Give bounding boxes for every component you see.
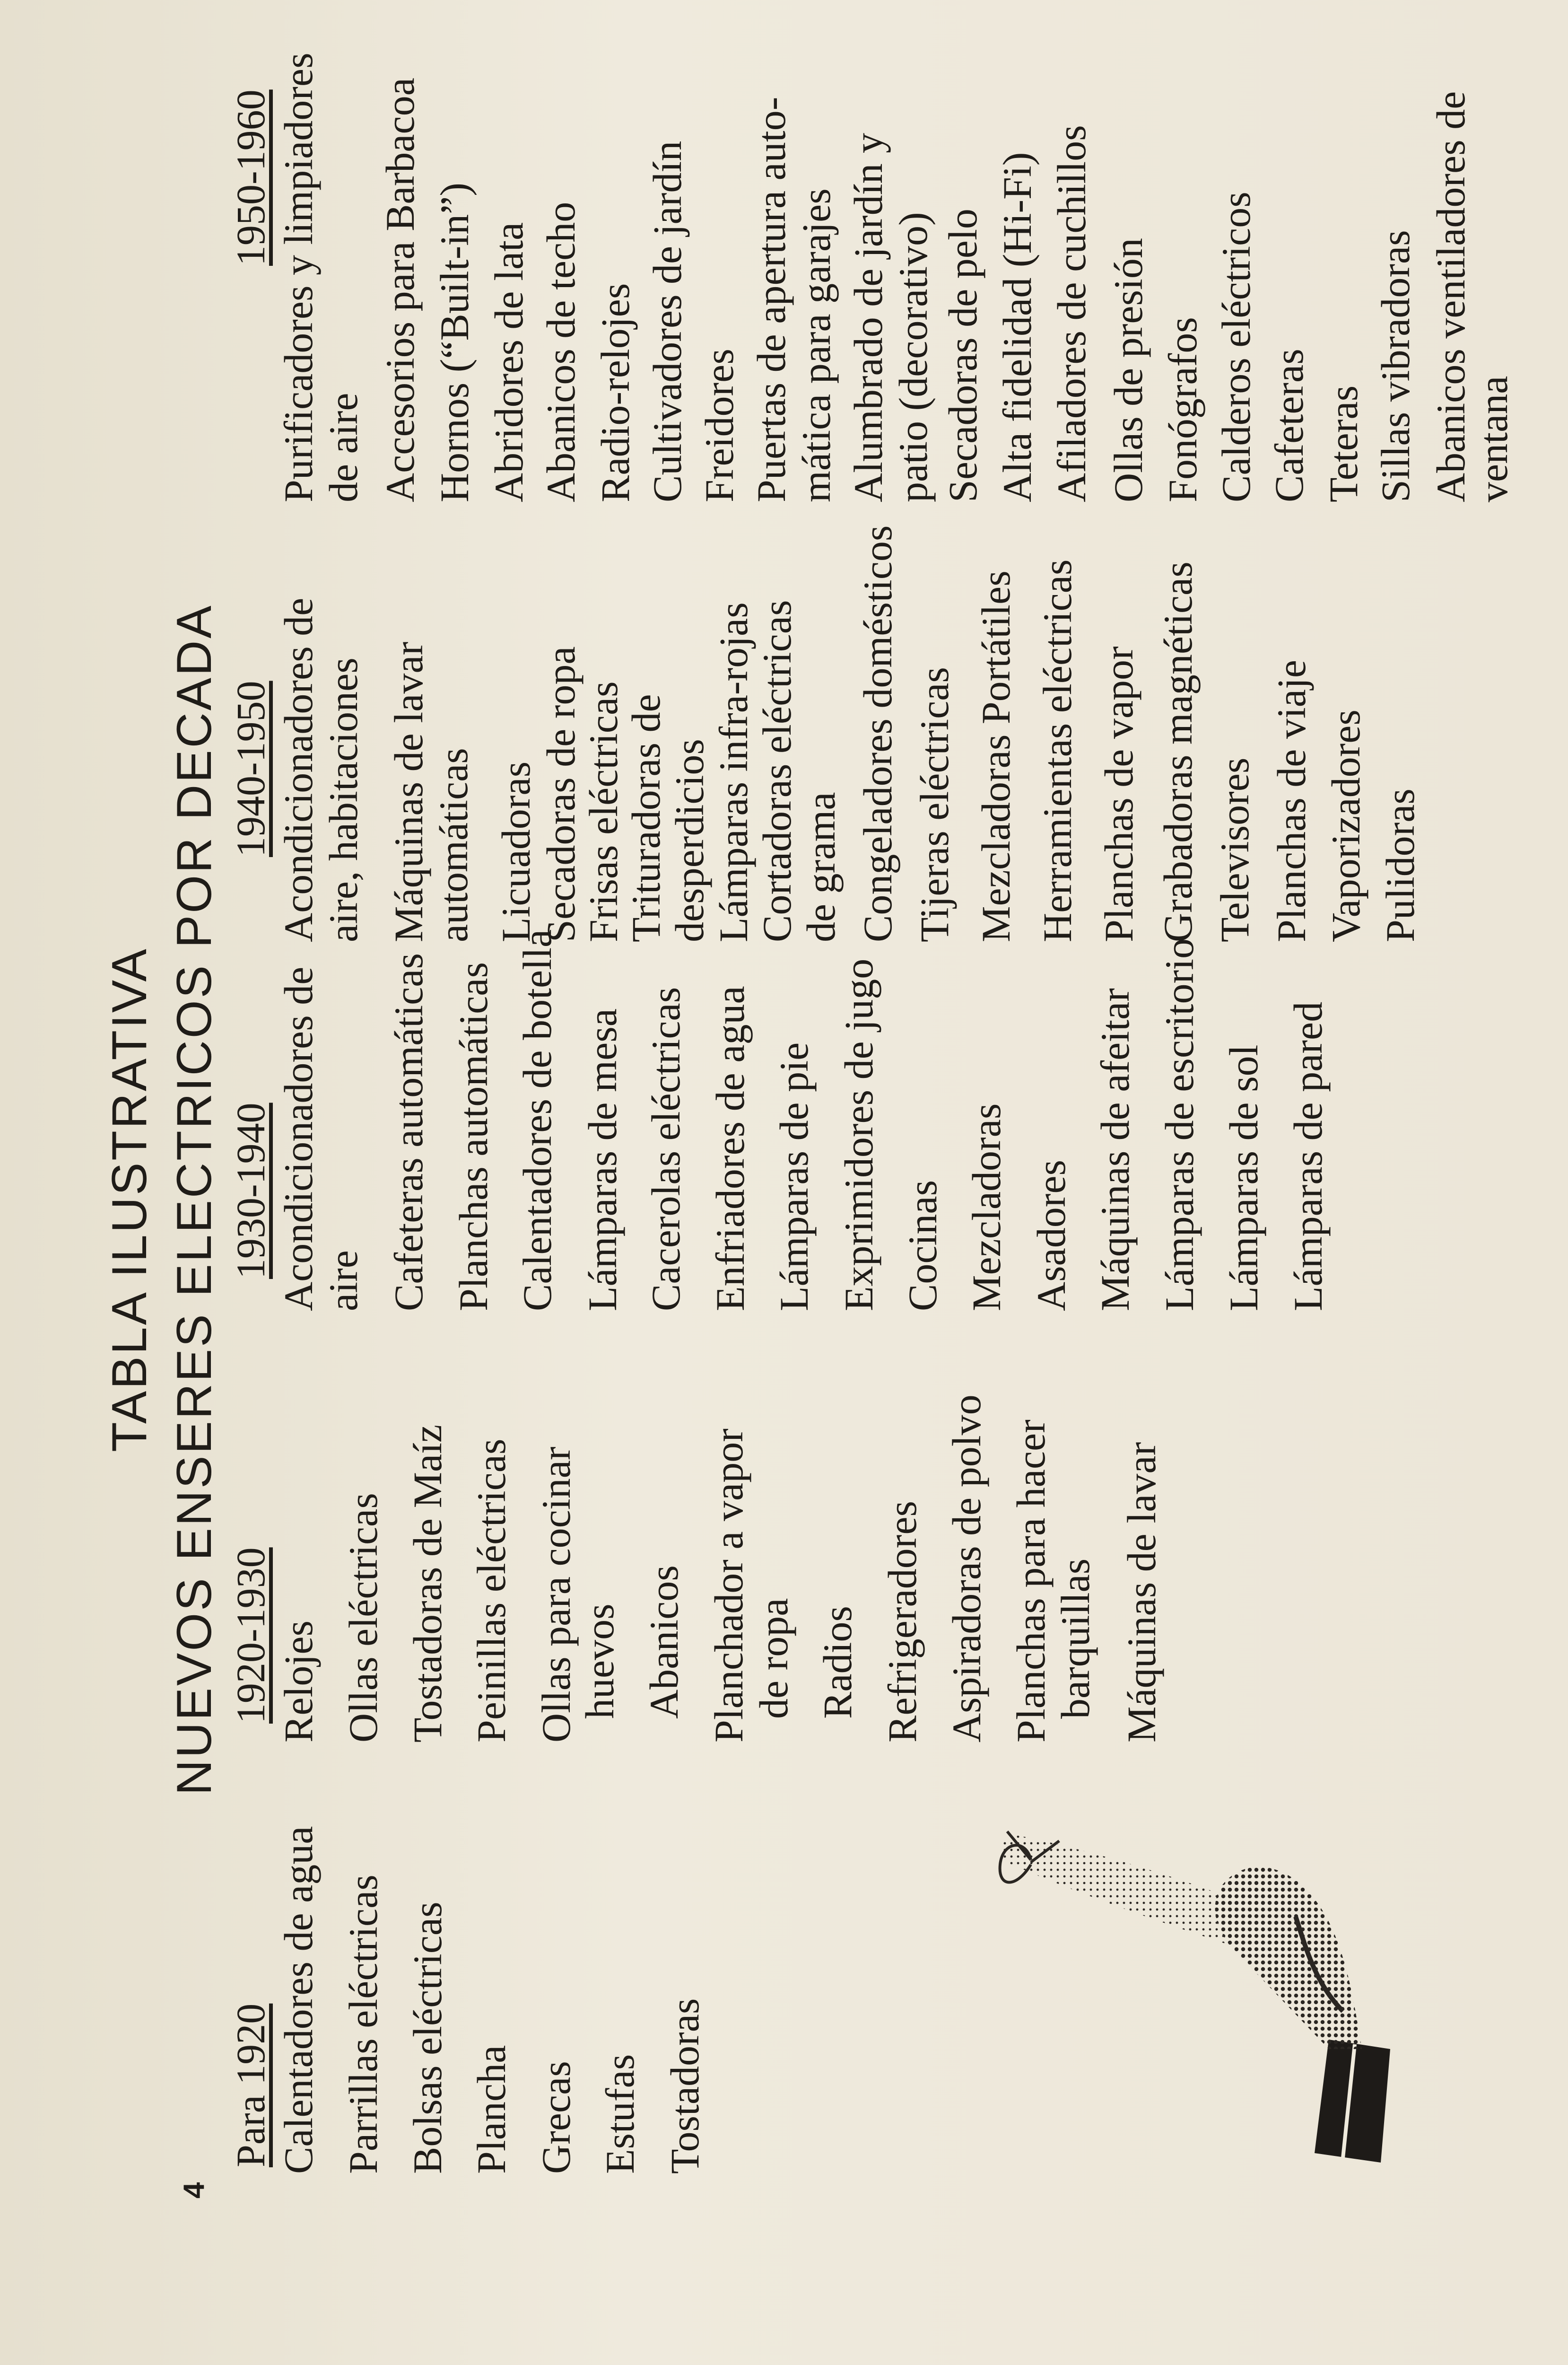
hand-with-string-illustration — [889, 1794, 1419, 2191]
list-item: Alta fidelidad (Hi-Fi) — [994, 152, 1040, 502]
list-item: Tijeras eléctricas — [912, 667, 957, 942]
list-item: Calentadores de agua — [276, 1826, 321, 2174]
list-item: Lámparas de pie — [771, 1042, 817, 1311]
list-item: Herramientas eléctricas — [1035, 559, 1080, 942]
list-item: Refrigeradores — [880, 1501, 925, 1743]
list-item: Abanicos de techo — [538, 201, 584, 502]
list-item: aire, habitaciones — [321, 657, 366, 942]
list-item: Planchas para hacer — [1008, 1419, 1054, 1743]
list-item: Afiladores de cuchillos — [1049, 125, 1094, 502]
list-item: Mezcladoras Portátiles — [973, 570, 1019, 942]
list-item: Cacerolas eléctricas — [643, 987, 688, 1311]
list-item: Abridores de lata — [486, 222, 531, 502]
list-item: de ropa — [751, 1598, 796, 1719]
column-header-para-1920: Para 1920 — [228, 2003, 273, 2167]
list-item: Secadoras de pelo — [940, 209, 985, 502]
list-item: Lámparas infra-rojas — [711, 602, 756, 942]
column-header-1940-1950: 1940-1950 — [228, 681, 273, 857]
list-item: mática para garajes — [793, 188, 839, 502]
column-header-1950-1960: 1950-1960 — [228, 89, 273, 266]
list-item: Vaporizadores — [1323, 710, 1368, 942]
list-item: automáticas — [431, 748, 476, 942]
page-number: 4 — [178, 2182, 210, 2199]
table-subtitle: NUEVOS ENSERES ELECTRICOS POR DECADA — [167, 604, 222, 1796]
list-item: Secadoras de ropa — [538, 646, 584, 942]
list-item: patio (decorativo) — [890, 212, 936, 502]
list-item: Cocinas — [900, 1180, 945, 1311]
list-item: barquillas — [1053, 1558, 1098, 1719]
list-item: Exprimidores de jugo — [836, 958, 881, 1311]
list-item: Máquinas de lavar — [386, 641, 431, 942]
list-item: Frisas eléctricas — [581, 681, 626, 942]
list-item: Acondicionadores de — [276, 597, 321, 942]
list-item: Licuadoras — [493, 761, 539, 942]
list-item: Radio-relojes — [592, 283, 638, 502]
table-title: TABLA ILUSTRATIVA — [102, 947, 157, 1452]
list-item: Fonógrafos — [1160, 317, 1205, 502]
list-item: Alumbrado de jardín y — [845, 133, 891, 502]
list-item: Máquinas de lavar — [1119, 1442, 1164, 1743]
list-item: Acondicionadores de — [276, 966, 321, 1311]
list-item: Lámparas de pared — [1285, 1001, 1331, 1311]
list-item: aire — [321, 1250, 366, 1311]
list-item: Congeladores domésticos — [855, 525, 900, 942]
list-item: Abanicos — [641, 1565, 687, 1719]
list-item: Máquinas de afeitar — [1092, 988, 1138, 1311]
list-item: Cafeteras — [1266, 349, 1312, 502]
list-item: Enfriadores de agua — [707, 986, 753, 1311]
list-item: Televisores — [1212, 757, 1257, 942]
list-item: Lámparas de sol — [1221, 1044, 1266, 1311]
list-item: Parrillas eléctricas — [340, 1874, 386, 2174]
list-item: Planchas automáticas — [451, 962, 496, 1311]
list-item: Freidores — [697, 349, 742, 502]
list-item: Sillas vibradoras — [1373, 230, 1418, 502]
list-item: Planchas de vapor — [1096, 646, 1141, 942]
list-item: huevos — [577, 1603, 622, 1719]
list-item: Hornos (“Built-in”) — [432, 183, 477, 502]
list-item: Radios — [815, 1606, 860, 1719]
list-item: Mezcladoras — [964, 1103, 1009, 1311]
list-item: Planchas de viaje — [1269, 659, 1314, 942]
list-item: desperdicios — [667, 739, 712, 942]
list-item: Grecas — [533, 2061, 579, 2174]
list-item: Purificadores y limpiadores — [276, 53, 321, 502]
list-item: Cortadoras eléctricas — [754, 600, 800, 942]
list-item: Teteras — [1321, 385, 1366, 502]
list-item: Tostadoras — [662, 1998, 707, 2174]
list-item: Plancha — [469, 2045, 514, 2174]
list-item: Ollas eléctricas — [340, 1493, 386, 1743]
list-item: Planchador a vapor — [706, 1428, 751, 1743]
list-item: Puertas de apertura auto- — [749, 96, 794, 502]
list-item: Asadores — [1028, 1159, 1074, 1311]
list-item: Calderos eléctricos — [1213, 192, 1259, 502]
list-item: Lámparas de escritorio — [1157, 938, 1202, 1311]
column-header-1920-1930: 1920-1930 — [228, 1547, 273, 1724]
list-item: Abanicos ventiladores de — [1428, 91, 1473, 502]
list-item: Pulidoras — [1377, 788, 1423, 942]
list-item: Cafeteras automáticas — [386, 953, 431, 1311]
column-header-1930-1940: 1930-1940 — [228, 1103, 273, 1279]
list-item: Calentadores de botella — [514, 929, 560, 1311]
list-item: Trituradoras de — [623, 694, 669, 942]
list-item: Bolsas eléctricas — [405, 1901, 450, 2174]
list-item: Ollas para cocinar — [533, 1446, 579, 1743]
list-item: Tostadoras de Maíz — [405, 1424, 450, 1743]
list-item: Ollas de presión — [1106, 238, 1151, 502]
list-item: Lámparas de mesa — [580, 1008, 625, 1311]
list-item: Grabadoras magnéticas — [1155, 561, 1201, 942]
list-item: Relojes — [276, 1620, 321, 1743]
list-item: Accesorios para Barbacoa — [377, 78, 423, 502]
list-item: de grama — [798, 792, 844, 942]
list-item: Cultivadores de jardín — [645, 140, 690, 502]
list-item: Estufas — [597, 2054, 643, 2174]
list-item: de aire — [321, 393, 366, 502]
list-item: ventana — [1471, 376, 1516, 502]
list-item: Peinillas eléctricas — [469, 1438, 514, 1743]
list-item: Aspiradoras de polvo — [944, 1394, 989, 1743]
